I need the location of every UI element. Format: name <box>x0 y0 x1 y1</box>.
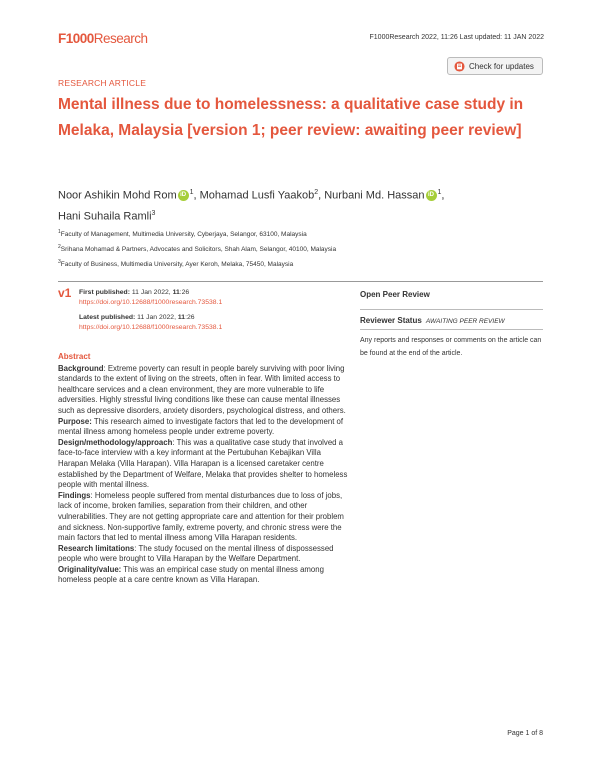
abstract-heading: Abstract <box>58 352 91 361</box>
author-affiliation-number: 1 <box>437 189 442 196</box>
abstract-section <box>58 565 350 586</box>
reviewer-status: Reviewer Status AWAITING PEER REVIEW <box>360 316 505 325</box>
reviewer-status-value: AWAITING PEER REVIEW <box>425 318 505 325</box>
author-affiliation-number: 3 <box>151 209 156 217</box>
affiliation-number: 2 <box>58 244 61 251</box>
abstract-section-text: : Extreme poverty can result in people barely surviving with poor living standards to the extent of living on the streets, often in fear. With limited access to healthcare services and a clean environment, they are more vulnerable to life adversities. Highly stressful living conditions like these can cause mental illnesses such as depressive disorders, anxiety disorders, psychological distress, and others. <box>58 363 346 415</box>
journal-citation-line: F1000Research 2022, 11:26 Last updated: 11 JAN 2022 <box>369 34 544 41</box>
section-divider <box>58 281 543 282</box>
abstract-section-label: Findings <box>58 490 91 500</box>
page-number: Page 1 of 8 <box>507 730 543 737</box>
article-title: Mental illness due to homelessness: a qualitative case study in Melaka, Malaysia [version 1; peer review: awaiting peer review] <box>58 96 524 139</box>
abstract-section-label: Purpose: <box>58 416 92 426</box>
abstract <box>58 352 350 586</box>
abstract-section <box>58 491 350 544</box>
orcid-icon[interactable]: iD <box>426 190 437 201</box>
abstract-section-text: This was an empirical case study on mental illness among homeless people at a care centre known as Villa Harapan. <box>58 564 324 585</box>
abstract-section <box>58 364 350 417</box>
author-name[interactable]: Hani Suhaila Ramli <box>58 210 152 223</box>
author-list <box>58 184 548 225</box>
article-type: RESEARCH ARTICLE <box>58 78 147 88</box>
abstract-section-text: : This was a qualitative case study that involved a face-to-face interview with a key informant at the Pertubuhan Kebajikan Villa Harapan Melaka (Villa Harapan). Villa Harapan is a licensed caretaker centre established by the Department of Welfare, Melaka that provides shelter to homeless people with mental illness. <box>58 437 348 490</box>
abstract-section <box>58 417 350 438</box>
abstract-section-label: Design/methodology/approach <box>58 437 173 447</box>
version-label: v1 <box>58 286 72 300</box>
affiliation-item <box>58 226 336 241</box>
check-updates-label: Check for updates <box>469 61 534 71</box>
abstract-section-label: Research limitations <box>58 543 135 553</box>
affiliations <box>58 226 336 271</box>
peer-review-note: Any reports and responses or comments on the article can be found at the end of the article. <box>360 337 542 357</box>
abstract-section-text: : Homeless people suffered from mental disturbances due to loss of jobs, lack of income, broken families, separation from their children, and other vulnerabilities. They are not getting appropriate care and attention for their problem and sickness. Non-supportive family, extreme poverty, and chronic stress were the main factors that led to mental illness among Villa Harapan residents. <box>58 490 344 543</box>
author-affiliation-number: 1 <box>189 189 194 196</box>
author-separator: , <box>318 189 325 202</box>
author-affiliation-number: 2 <box>314 189 319 196</box>
author-name[interactable]: Nurbani Md. Hassan <box>324 189 425 202</box>
author-name[interactable]: Mohamad Lusfi Yaakob <box>199 189 315 202</box>
latest-published-doi-link[interactable]: https://doi.org/10.12688/f1000research.73538.1 <box>79 324 223 331</box>
affiliation-item <box>58 241 336 256</box>
author-separator: , <box>441 189 445 202</box>
abstract-section <box>58 438 350 491</box>
affiliation-number: 3 <box>58 259 61 266</box>
panel-divider <box>360 309 543 310</box>
author-name[interactable]: Noor Ashikin Mohd Rom <box>58 189 177 202</box>
abstract-section-text: This research aimed to investigate factors that led to the development of mental illness among homeless people under extreme poverty. <box>58 416 344 437</box>
affiliation-text: Srihana Mohamad & Partners, Advocates and Solicitors, Shah Alam, Selangor, 40100, Malaysia <box>60 246 337 254</box>
check-for-updates-button[interactable] <box>447 57 543 75</box>
orcid-icon[interactable]: iD <box>178 190 189 201</box>
first-published-doi-link[interactable]: https://doi.org/10.12688/f1000research.73538.1 <box>79 299 223 306</box>
affiliation-text: Faculty of Management, Multimedia University, Cyberjaya, Selangor, 63100, Malaysia <box>60 231 307 239</box>
journal-logo: F1000Research <box>58 31 148 46</box>
affiliation-number: 1 <box>58 229 61 235</box>
check-updates-icon <box>454 61 465 72</box>
open-peer-review-heading: Open Peer Review <box>360 290 430 299</box>
affiliation-item <box>58 256 336 271</box>
publication-info: First published: 11 Jan 2022, 11:26 https://doi.org/10.12688/f1000research.73538.1 Latest published: 11 Jan 2022, 11:26 https://doi.org/10.12688/f1000research.73538.1 <box>79 289 223 331</box>
affiliation-text: Faculty of Business, Multimedia University, Ayer Keroh, Melaka, 75450, Malaysia <box>60 261 294 269</box>
abstract-section-text: : The study focused on the mental illness of dispossessed people who were brought to Villa Harapan by the Welfare Department. <box>58 543 334 564</box>
abstract-section-label: Background <box>58 363 104 373</box>
abstract-section <box>58 544 350 565</box>
author-separator: , <box>193 189 200 202</box>
panel-divider <box>360 329 543 330</box>
abstract-section-label: Originality/value: <box>58 564 122 574</box>
